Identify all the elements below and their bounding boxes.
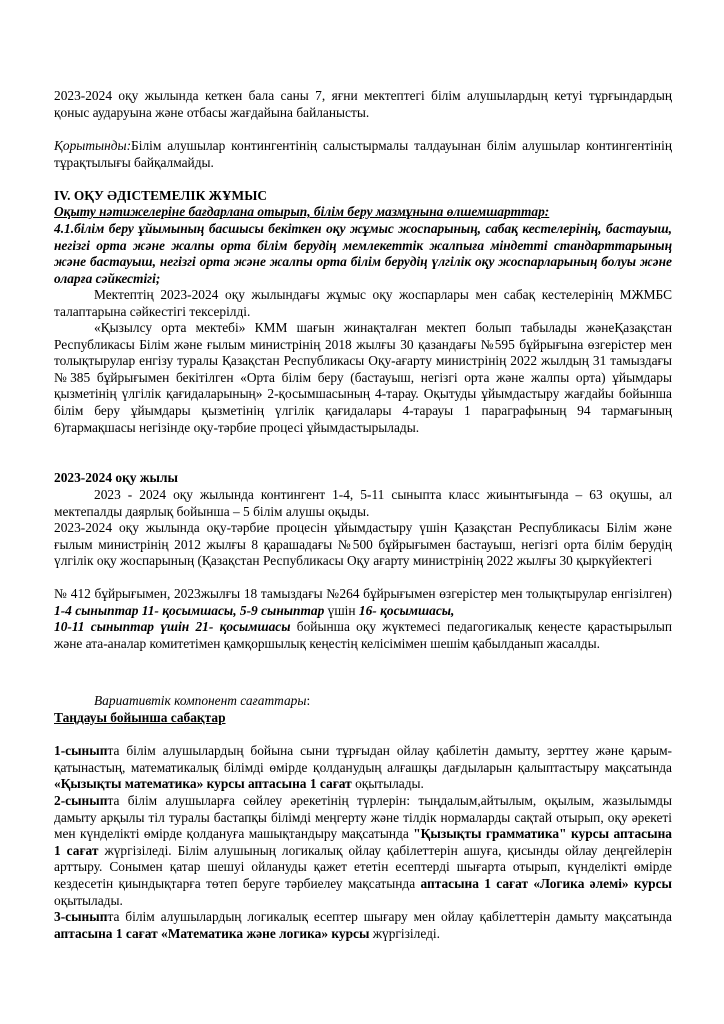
- conclusion-label: Қорытынды:: [54, 138, 132, 153]
- variative-label: Вариативтік компонент сағаттары:: [94, 693, 311, 708]
- grades-1-4-appendix: 1-4 сыныптар 11- қосымшасы, 5-9 сыныптар: [54, 602, 325, 618]
- paragraph-curricula: Мектептің 2023-2024 оқу жылындағы жұмыс оқу жоспарлары мен сабақ кестелерінің МЖМБС талаптарына сәйкестігі тексерілді.: [54, 287, 672, 319]
- grade-1-label: 1-сынып: [54, 743, 108, 758]
- grade-2-course-logic: аптасына 1 сағат «Логика әлемі» курсы: [420, 875, 672, 891]
- grade-1-course: «Қызықты математика» курсы аптасына 1 сағат: [54, 776, 352, 792]
- paragraph-process: 2023-2024 оқу жылында оқу-тәрбие процесін ұйымдастыру үшін Қазақстан Республикасы Білім және ғылым министрінің 2012 жылғы 8 қарашадағы №500 бұйрығымен бастауыш, негізгі орта білім берудің үлгілік оқу жоспарының (Қазақстан Республикасы Оқу ағарту министрінің 2022 жылғы 30 қыркүйектегі: [54, 520, 672, 569]
- paragraph-orders: № 412 бұйрығымен, 2023жылғы 18 тамыздағы №264 бұйрығымен өзгерістер мен толықтырулар енгізілген) 1-4 сыныптар 11- қосымшасы, 5-9 сыныптар үшін 16- қосымшасы, 10-11 сыныптар үшін 21- қосымшасы бойынша оқу жүктемесі педагогикалық кеңесте қарастырылып және ата-аналар комитетімен қамқоршылық кеңестің келісімімен шешім қабылданып жасалды.: [54, 586, 672, 651]
- grade-2-course: "Қызықты грамматика" курсы аптасына 1 сағат: [54, 826, 672, 858]
- section-heading: IV. ОҚУ ӘДІСТЕМЕЛІК ЖҰМЫС: [54, 188, 268, 203]
- grade-3-paragraph: 3-сыныпта білім алушылардың логикалық есептер шығару мен ойлау қабілеттерін дамыту мақсатында аптасына 1 сағат «Математика және логика» курсы жүргізіледі.: [54, 909, 672, 941]
- paragraph-contingent: 2023 - 2024 оқу жылында контингент 1-4, 5-11 сыныпта класс жиынтығында – 63 оқушы, ал мектепалды даярлық бойынша – 5 білім алушы оқыды.: [54, 487, 672, 519]
- paragraph-school-status: «Қызылсу орта мектебі» КММ шағын жинақталған мектеп болып табылады жәнеҚазақстан Республикасы Білім және ғылым министрінің 2018 жылғы 30 қазандағы №595 бұйрығына өзгерістер мен толықтырулар енгізу туралы Қазақстан Республикасы Оқу-ағарту министрінің 2022 жылдың 31 тамыздағы №385 бұйрығымен бекітілген «Орта білім беру (бастауыш, негізгі орта және жалпы орта) ұйымдары қызметінің үлгілік қағидаларының» 2-қосымшасының 4-тарау. Оқытуды ұйымдастыру жағдайы бойынша білім беру ұйымдары қызметінің үлгілік қағидалары 4-тарауы 1 параграфының 94 тармағының 6)тармақшасы негізінде оқу-тәрбие процесі ұйымдастырылады.: [54, 320, 672, 435]
- document-page: [54, 0, 672, 1024]
- criterion-4-1: 4.1.білім беру ұйымының басшысы бекіткен оқу жұмыс жоспарының, сабақ кестелерінің, бастауыш, негізгі орта және жалпы орта білім берудің мемлекеттік жалпыға міндетті стандарттарының және бастауыш, негізгі орта және жалпы орта білім берудің үлгілік оқу жоспарларының болуы және оларға сәйкестігі;: [54, 221, 672, 286]
- grade-2-paragraph: 2-сыныпта білім алушыларға сөйлеу әрекетінің түрлерін: тыңдалым,айтылым, оқылым, жазылымды дамыту арқылы тіл туралы бастапқы білімді меңгерту және тілдік нормаларды сақтай отырып, оқу әрекеті мен күнделікті өмірде қолдануға машықтандыру мақсатында "Қызықты грамматика" курсы аптасына 1 сағат жүргізіледі. Білім алушының логикалық ойлау қабілеттерін ашуға, қисынды ойлау деңгейлерін арттыру. Сонымен қатар шешуі ойлануды қажет ететін есептерді шығарта отырып, күнделікті өмірде кездесетін қиындықтарға төтеп беруге тәрбиелеу мақсатында аптасына 1 сағат «Логика әлемі» курсы оқытылады.: [54, 793, 672, 908]
- electives-heading: Таңдауы бойынша сабақтар: [54, 710, 226, 725]
- grade-2-label: 2-сынып: [54, 793, 108, 808]
- grade-3-label: 3-сынып: [54, 909, 108, 924]
- grade-1-paragraph: 1-сыныпта білім алушылардың бойына сыни тұрғыдан ойлау қабілетін дамыту, зерттеу және қарым-қатынастың, математикалық білімді өмірде қолданудың алғашқы дағдыларын қалыптастыру мақсатында «Қызықты математика» курсы аптасына 1 сағат оқытылады.: [54, 743, 672, 792]
- grades-10-11-appendix: 10-11 сыныптар үшін 21- қосымшасы: [54, 619, 291, 635]
- section-subheading: Оқыту нәтижелеріне бағдарлана отырып, білім беру мазмұнына өлшемшарттар:: [54, 204, 550, 219]
- appendix-16: 16- қосымшасы,: [358, 602, 455, 618]
- grade-3-course: аптасына 1 сағат «Математика және логика» курсы: [54, 925, 370, 941]
- paragraph-conclusion: [54, 138, 672, 171]
- conclusion-text: Білім алушылар контингентінің салыстырмалы талдауынан білім алушылар контингентінің тұрақтылығы байқалмайды.: [54, 138, 672, 170]
- paragraph-dropouts: 2023-2024 оқу жылында кеткен бала саны 7, яғни мектептегі білім алушылардың кетуі тұрғындардың қоныс аударуына және отбасы жағдайына байланысты.: [54, 88, 672, 120]
- year-heading: 2023-2024 оқу жылы: [54, 470, 178, 485]
